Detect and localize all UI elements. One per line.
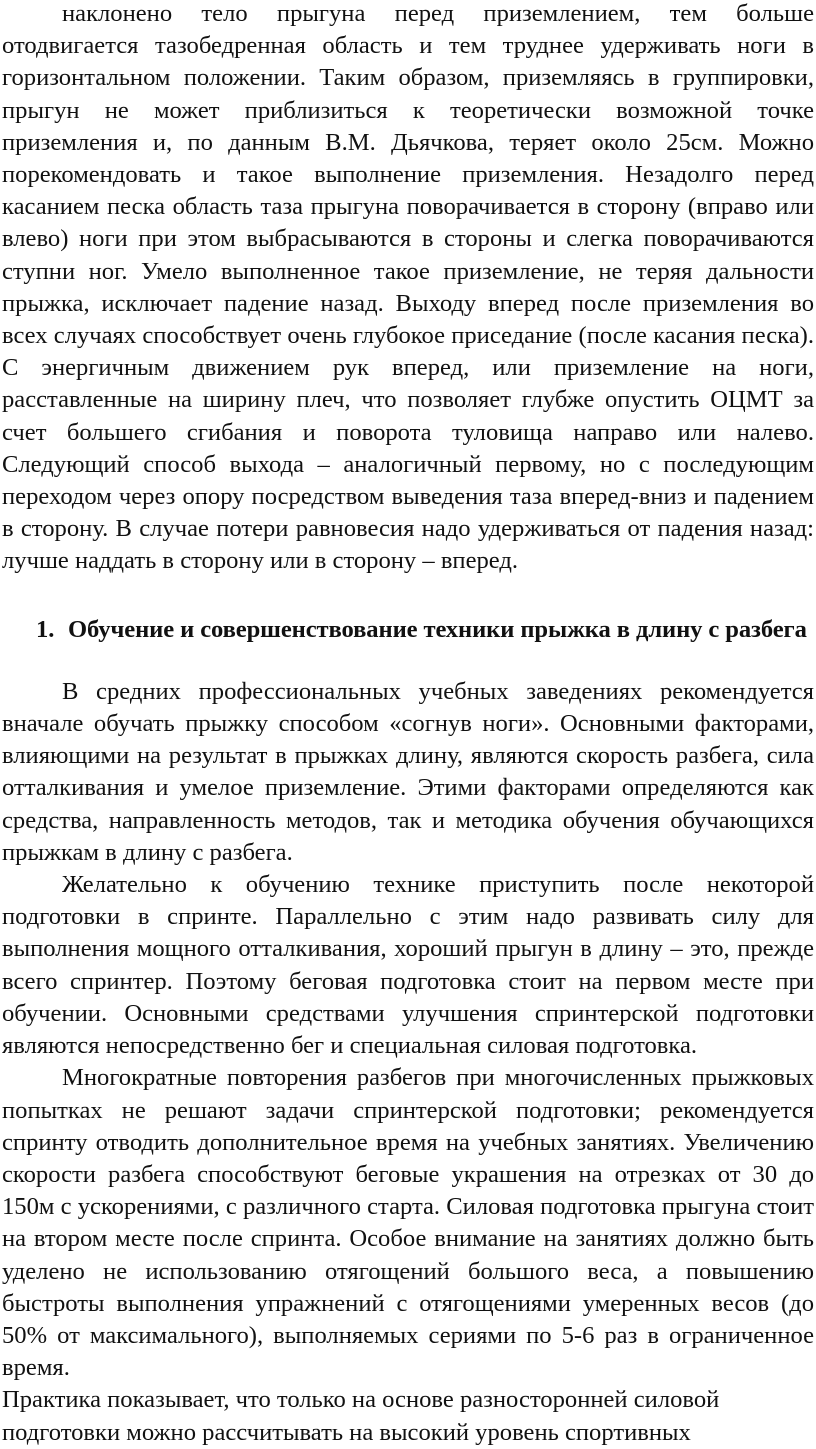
paragraph-landing-technique: наклонено тело прыгуна перед приземлением, тем больше отодвигается тазобедренная область и тем труднее удерживать ноги в горизонтальном положении. Таким образом, приземляясь в группировки, прыгун не может приблизиться к теоретически возможной точке приземления и, по данным В.М. Дьячкова, теряет около 25см. Можно порекомендовать и такое выполнение приземления. Незадолго перед касанием песка область таза прыгуна поворачивается в сторону (вправо или влево) ноги при этом выбрасываются в стороны и слегка поворачиваются ступни ног. Умело выполненное такое приземление, не теряя дальности прыжка, исключает падение назад. Выходу вперед после приземления во всех случаях способствует очень глубокое приседание (после касания песка). С энергичным движением рук вперед, или приземление на ноги, расставленные на ширину плеч, что позволяет глубже опустить ОЦМТ за счет большего сгибания и поворота туловища направо или налево. Следующий способ выхода – аналогичный первому, но с последующим переходом через опору посредством выведения таза вперед-вниз и падением в сторону. В случае потери равновесия надо удерживаться от падения назад: лучше наддать в сторону или в сторону – вперед. <box>2 0 814 575</box>
paragraph-intro: В средних профессиональных учебных заведениях рекомендуется вначале обучать прыжку способом «согнув ноги». Основными факторами, влияющими на результат в прыжках длину, являются скорость разбега, сила отталкивания и умелое приземление. Этими факторами определяются как средства, направленность методов, так и методика обучения обучающихся прыжкам в длину с разбега. <box>2 677 814 866</box>
paragraph-practice-line-1: Практика показывает, что только на основе разносторонней силовой <box>2 1386 720 1414</box>
section-title: Обучение и совершенствование техники прыжка в длину с разбега <box>68 615 807 643</box>
paragraph-strength-training: Многократные повторения разбегов при многочисленных прыжковых попытках не решают задачи спринтерской подготовки; рекомендуется спринту отводить дополнительное время на учебных занятиях. Увеличению скорости разбега способствуют беговые украшения на отрезках от 30 до 150м с ускорениями, с различного старта. Силовая подготовка прыгуна стоит на втором месте после спринта. Особое внимание на занятиях должно быть уделено не использованию отягощений большого веса, а повышению быстроты выполнения упражнений с отягощениями умеренных весов (до 50% от максимального), выполняемых сериями по 5-6 раз в ограниченное время. <box>2 1064 814 1382</box>
section-number: 1. <box>36 615 55 643</box>
paragraph-practice-line-2: подготовки можно рассчитывать на высокий уровень спортивных <box>2 1418 691 1446</box>
section-heading <box>2 614 814 646</box>
paragraph-sprint-training: Желательно к обучению технике приступить после некоторой подготовки в спринте. Параллельно с этим надо развивать силу для выполнения мощного отталкивания, хороший прыгун в длину – это, прежде всего спринтер. Поэтому беговая подготовка стоит на первом месте при обучении. Основными средствами улучшения спринтерской подготовки являются непосредственно бег и специальная силовая подготовка. <box>2 871 814 1060</box>
